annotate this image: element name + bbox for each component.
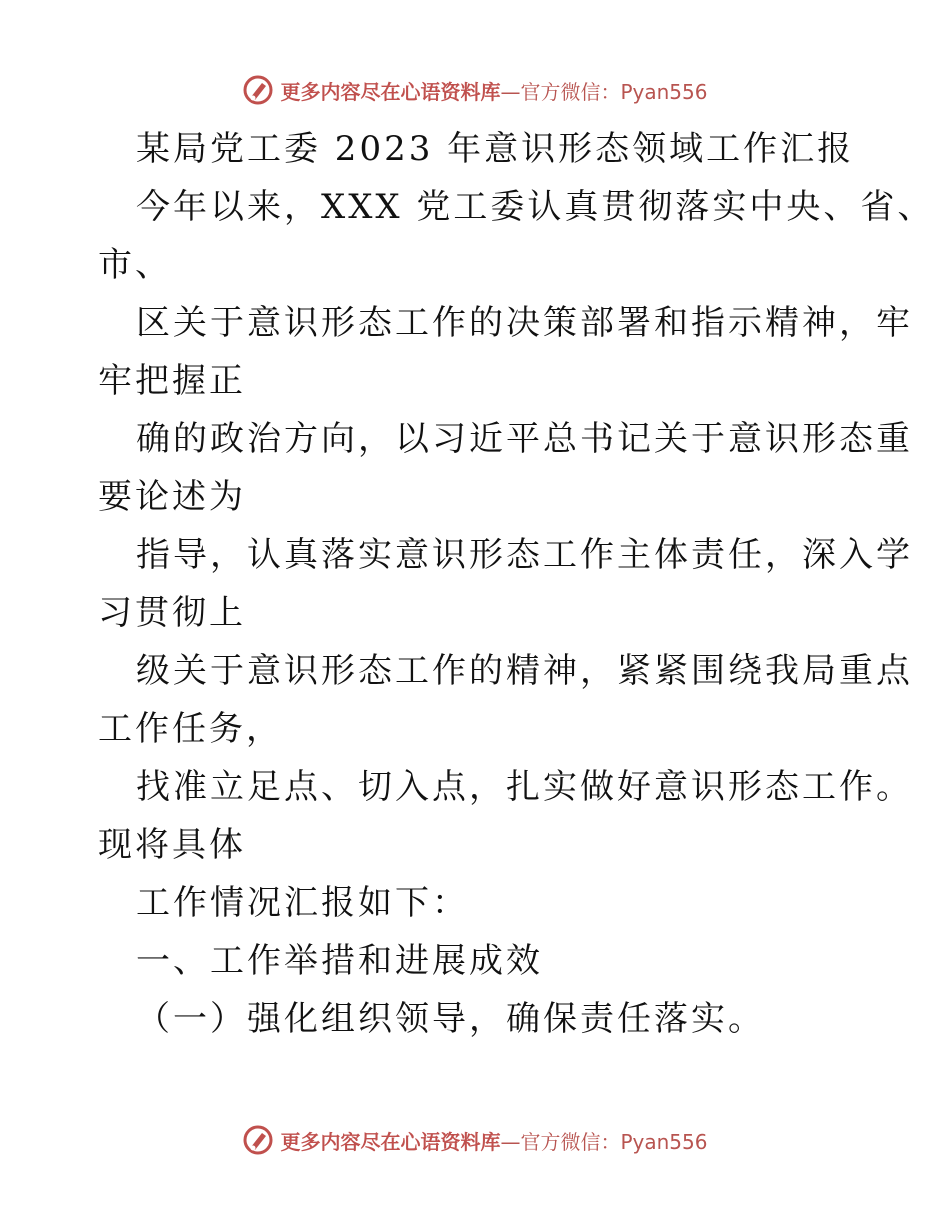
pen-logo-icon <box>242 1124 274 1156</box>
document-line: 一、工作举措和进展成效 <box>136 941 543 981</box>
document-line: 区关于意识形态工作的决策部署和指示精神，牢 <box>136 303 913 343</box>
document-line: 确的政治方向，以习近平总书记关于意识形态重 <box>136 419 913 459</box>
document-line: 某局党工委 2023 年意识形态领域工作汇报 <box>136 129 855 169</box>
document-line: 今年以来，XXX 党工委认真贯彻落实中央、省、 <box>136 187 935 227</box>
document-line: 牢把握正 <box>98 361 246 401</box>
document-line: （一）强化组织领导，确保责任落实。 <box>136 999 765 1039</box>
document-line: 指导，认真落实意识形态工作主体责任，深入学 <box>136 535 913 575</box>
pen-logo-icon <box>242 74 274 106</box>
document-line: 工作情况汇报如下： <box>136 883 469 923</box>
document-line: 工作任务， <box>98 709 283 749</box>
document-line: 现将具体 <box>98 825 246 865</box>
footer-banner <box>0 1120 950 1160</box>
document-line: 找准立足点、切入点，扎实做好意识形态工作。 <box>136 767 913 807</box>
banner-text: 更多内容尽在心语资料库—官方微信：Pyan556 <box>280 1129 708 1154</box>
document-line: 习贯彻上 <box>98 593 246 633</box>
document-line: 要论述为 <box>98 477 246 517</box>
banner-text: 更多内容尽在心语资料库—官方微信：Pyan556 <box>280 79 708 104</box>
document-line: 市、 <box>98 245 172 285</box>
document-line: 级关于意识形态工作的精神，紧紧围绕我局重点 <box>136 651 913 691</box>
header-banner <box>0 70 950 110</box>
document-body <box>98 120 935 1048</box>
